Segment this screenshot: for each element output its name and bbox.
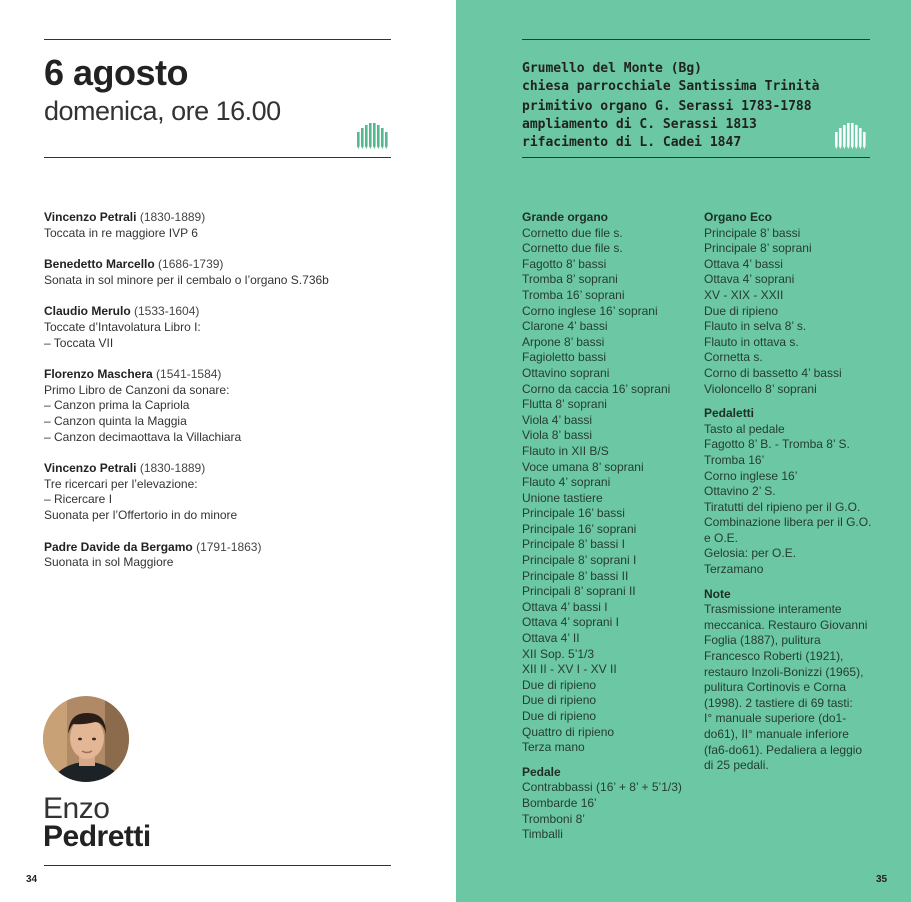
note-line: di 25 pedali.: [704, 758, 769, 773]
organ-stop: Violoncello 8’ soprani: [704, 381, 817, 396]
composer-name: Vincenzo Petrali: [44, 461, 137, 476]
piece-line: – Canzon prima la Capriola: [44, 398, 190, 413]
organ-stop: Corno da caccia 16’ soprani: [522, 381, 671, 396]
organ-stop: Tromba 8’ soprani: [522, 272, 618, 287]
organ-stop: Voce umana 8’ soprani: [522, 459, 644, 474]
section-title: Pedaletti: [704, 406, 755, 421]
piece-line: Sonata in sol minore per il cembalo o l’organo S.736b: [44, 272, 329, 287]
piece-line: Tre ricercari per l’elevazione:: [44, 476, 198, 491]
organ-stop: Viola 4’ bassi: [522, 412, 593, 427]
organ-stop: Ottavino 2’ S.: [704, 484, 776, 499]
organ-history: primitivo organo G. Serassi 1783-1788: [522, 99, 812, 114]
venue-church: chiesa parrocchiale Santissima Trinità: [522, 79, 820, 94]
composer-name: Padre Davide da Bergamo: [44, 539, 193, 554]
organ-stop: Contrabbassi (16’ + 8’ + 5’1/3): [522, 780, 682, 795]
top-rule: [44, 39, 391, 40]
pedaletti-section: [704, 406, 884, 578]
organ-stop: Due di ripieno: [522, 709, 597, 723]
header-rule: [522, 157, 870, 158]
organ-stop: Corno di bassetto 4’ bassi: [704, 365, 842, 380]
organ-stop: Quattro di ripieno: [522, 724, 615, 739]
event-date: 6 agosto: [44, 52, 189, 93]
venue-info: [522, 60, 842, 152]
organ-stop: Fagotto 8’ bassi: [522, 256, 607, 271]
organ-stop: Flauto in ottava s.: [704, 334, 799, 349]
note-line: (fa6-do61). Pedaliera a leggio: [704, 742, 863, 757]
note-line: restauro Inzoli-Bonizzi (1965),: [704, 664, 864, 679]
organ-history: rifacimento di L. Cadei 1847: [522, 135, 742, 150]
organ-stop: Viola 8’ bassi: [522, 428, 593, 443]
note-line: Francesco Roberti (1921),: [704, 649, 844, 664]
organ-stop: Cornetta s.: [704, 350, 763, 365]
organ-stop: Arpone 8’ bassi: [522, 334, 605, 349]
stops-column-right: [704, 210, 884, 783]
organ-stop: Principale 16’ soprani: [522, 521, 637, 536]
stops-column-left: [522, 210, 697, 852]
organ-stop: Principale 8’ bassi I: [522, 537, 625, 552]
note-section: [704, 587, 884, 774]
organ-stop: Ottava 4’ soprani I: [522, 615, 619, 630]
pedale-section: [522, 765, 697, 843]
organ-stop: Tromboni 8’: [522, 811, 585, 826]
piece-line: Toccate d’Intavolatura Libro I:: [44, 319, 201, 334]
organ-stop: Ottavino soprani: [522, 365, 610, 380]
organ-stop: Unione tastiere: [522, 490, 603, 505]
organ-stop: Timballi: [522, 827, 563, 842]
note-line: meccanica. Restauro Giovanni: [704, 617, 868, 632]
program-entry: [44, 257, 404, 288]
composer-name: Claudio Merulo: [44, 304, 131, 319]
organ-stop: Due di ripieno: [522, 693, 597, 708]
piece-line: – Toccata VII: [44, 335, 114, 350]
piece-line: Primo Libro de Canzoni da sonare:: [44, 382, 230, 397]
composer-years: (1533-1604): [134, 304, 200, 319]
section-title: Note: [704, 586, 731, 601]
organ-stop: Corno inglese 16’ soprani: [522, 303, 658, 318]
composer-name: Vincenzo Petrali: [44, 210, 137, 224]
organ-stop: Cornetto due file s.: [522, 241, 623, 256]
concert-program: [44, 210, 404, 587]
note-line: (1998). 2 tastiere di 69 tasti:: [704, 695, 853, 710]
organ-stop: XII II - XV I - XV II: [522, 662, 617, 677]
organ-stop: Flauto 4’ soprani: [522, 475, 611, 490]
organ-stop: Principale 8’ soprani I: [522, 553, 637, 568]
top-rule: [522, 39, 870, 40]
program-entry: [44, 367, 404, 445]
organ-stop: Tromba 16’ soprani: [522, 287, 625, 302]
composer-years: (1791-1863): [196, 539, 262, 554]
organ-stop: Due di ripieno: [522, 677, 597, 692]
piece-line: – Canzon decimaottava la Villachiara: [44, 429, 242, 444]
organ-stop: Principale 8’ bassi II: [522, 568, 629, 583]
performer-photo: [43, 696, 129, 782]
organo-eco-section: [704, 210, 884, 397]
organ-stop: Combinazione libera per il G.O.: [704, 515, 872, 530]
composer-name: Benedetto Marcello: [44, 257, 155, 272]
grande-organo-section: [522, 210, 697, 756]
organ-pipes-icon: [356, 122, 390, 150]
note-line: do61), II° manuale inferiore: [704, 727, 849, 741]
organ-stop: Terzamano: [704, 562, 764, 577]
note-line: Trasmissione interamente: [704, 602, 842, 617]
program-entry: [44, 461, 404, 523]
event-time: domenica, ore 16.00: [44, 96, 281, 126]
venue-town: Grumello del Monte (Bg): [522, 61, 703, 76]
organ-stop: Ottava 4’ II: [522, 631, 580, 646]
note-line: pulitura Cortinovis e Corna: [704, 680, 847, 695]
page-number-right: 35: [876, 874, 888, 885]
performer-last-name: Pedretti: [43, 820, 151, 853]
organ-stop: Tromba 16’: [704, 452, 765, 467]
organ-stop: Principale 8’ soprani: [704, 241, 812, 256]
organ-stop: Fagioletto bassi: [522, 350, 607, 365]
piece-line: Suonata in sol Maggiore: [44, 555, 174, 570]
section-title: Organo Eco: [704, 210, 773, 224]
organ-stop: Gelosia: per O.E.: [704, 546, 797, 561]
composer-years: (1686-1739): [158, 257, 224, 272]
composer-name: Florenzo Maschera: [44, 367, 153, 382]
organ-stop: e O.E.: [704, 530, 739, 545]
piece-line: – Ricercare I: [44, 492, 113, 507]
piece-line: – Canzon quinta la Maggia: [44, 413, 187, 428]
note-line: I° manuale superiore (do1-: [704, 711, 847, 726]
organ-stop: Ottava 4’ bassi I: [522, 599, 608, 614]
composer-years: (1830-1889): [139, 210, 206, 224]
piece-line: Toccata in re maggiore IVP 6: [44, 225, 198, 240]
organ-stop: Corno inglese 16’: [704, 468, 798, 483]
organ-stop: Clarone 4’ bassi: [522, 319, 608, 334]
organ-stop: Tasto al pedale: [704, 421, 785, 436]
program-entry: [44, 540, 404, 571]
header-rule: [44, 157, 391, 158]
organ-stop: Flauto in XII B/S: [522, 443, 609, 458]
organ-stop: Bombarde 16’: [522, 795, 597, 810]
composer-years: (1830-1889): [139, 461, 206, 476]
organ-stop: XII Sop. 5’1/3: [522, 646, 595, 661]
organ-stop: Principale 16’ bassi: [522, 506, 625, 521]
section-title: Grande organo: [522, 210, 609, 224]
organ-stop: Terza mano: [522, 740, 585, 755]
organ-stop: XV - XIX - XXII: [704, 287, 784, 302]
organ-stop: Tiratutti del ripieno per il G.O.: [704, 499, 861, 514]
organ-stop: Ottava 4’ bassi: [704, 256, 783, 271]
organ-stop: Fagotto 8’ B. - Tromba 8’ S.: [704, 437, 850, 452]
organ-stop: Ottava 4’ soprani: [704, 272, 795, 287]
bottom-rule: [44, 865, 391, 866]
organ-stop: Due di ripieno: [704, 303, 779, 318]
organ-history: ampliamento di C. Serassi 1813: [522, 117, 757, 132]
performer-first-name: Enzo: [43, 792, 110, 825]
organ-stop: Principali 8’ soprani II: [522, 584, 636, 599]
program-entry: [44, 210, 404, 241]
piece-line: Suonata per l’Offertorio in do minore: [44, 507, 238, 522]
organ-stop: Principale 8’ bassi: [704, 225, 801, 240]
organ-stop: Flauto in selva 8’ s.: [704, 319, 807, 334]
program-entry: [44, 304, 404, 351]
organ-stop: Cornetto due file s.: [522, 225, 623, 240]
note-line: Fogliа (1887), pulitura: [704, 633, 821, 648]
organ-stop: Flutta 8’ soprani: [522, 397, 607, 412]
composer-years: (1541-1584): [156, 367, 222, 382]
page-number-left: 34: [26, 874, 38, 885]
section-title: Pedale: [522, 764, 561, 779]
